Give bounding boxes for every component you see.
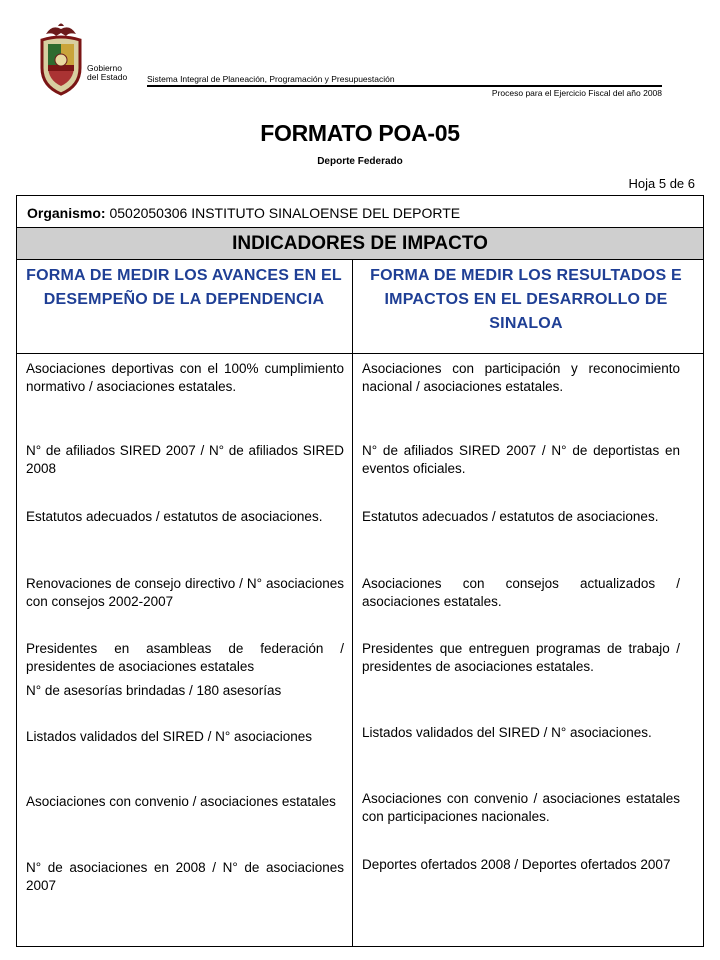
state-label: del Estado	[87, 72, 128, 82]
system-title: Sistema Integral de Planeación, Programación y Presupuestación	[147, 74, 395, 84]
right-item: Presidentes que entreguen programas de trabajo / presidentes de asociaciones estatales.	[362, 641, 680, 674]
header-rule	[147, 85, 662, 87]
column-divider	[352, 260, 353, 946]
left-item: N° de asesorías brindadas / 180 asesorías	[26, 683, 282, 698]
right-column-header: FORMA DE MEDIR LOS RESULTADOS E IMPACTOS EN EL DESARROLLO DE SINALOA	[370, 267, 682, 332]
organismo-value: 0502050306 INSTITUTO SINALOENSE DEL DEPORTE	[105, 205, 461, 221]
right-item: Asociaciones con participación y reconocimiento nacional / asociaciones estatales.	[362, 361, 680, 394]
left-item: Presidentes en asambleas de federación / presidentes de asociaciones estatales	[26, 641, 344, 674]
left-item: Renovaciones de consejo directivo / N° asociaciones con consejos 2002-2007	[26, 576, 344, 609]
right-item: Asociaciones con consejos actualizados / asociaciones estatales.	[362, 576, 680, 609]
left-item: Estatutos adecuados / estatutos de asociaciones.	[26, 509, 323, 524]
section-title: INDICADORES DE IMPACTO	[17, 228, 703, 260]
left-item: Listados validados del SIRED / N° asociaciones	[26, 729, 313, 744]
left-item: N° de afiliados SIRED 2007 / N° de afiliados SIRED 2008	[26, 443, 344, 476]
organismo-row	[17, 196, 703, 228]
right-item: Listados validados del SIRED / N° asociaciones.	[362, 725, 652, 740]
page-subtitle: Deporte Federado	[317, 156, 403, 167]
page-title: FORMATO POA-05	[260, 120, 460, 146]
header-row-rule	[17, 353, 703, 354]
page-indicator: Hoja 5 de 6	[628, 176, 695, 191]
right-item: N° de afiliados SIRED 2007 / N° de deportistas en eventos oficiales.	[362, 443, 680, 476]
state-seal-icon	[36, 20, 86, 96]
fiscal-process-text: Proceso para el Ejercicio Fiscal del año 2008	[491, 88, 662, 98]
left-item: Asociaciones deportivas con el 100% cumplimiento normativo / asociaciones estatales.	[26, 361, 344, 394]
right-item: Deportes ofertados 2008 / Deportes ofertados 2007	[362, 857, 671, 872]
right-item: Asociaciones con convenio / asociaciones estatales con participaciones nacionales.	[362, 791, 680, 824]
left-item: N° de asociaciones en 2008 / N° de asociaciones 2007	[26, 860, 344, 893]
right-item: Estatutos adecuados / estatutos de asociaciones.	[362, 509, 659, 524]
left-column-header: FORMA DE MEDIR LOS AVANCES EN EL DESEMPEÑO DE LA DEPENDENCIA	[26, 267, 342, 308]
government-label: Gobierno	[87, 63, 122, 73]
organismo-label: Organismo:	[27, 205, 106, 221]
left-item: Asociaciones con convenio / asociaciones estatales	[26, 794, 336, 809]
